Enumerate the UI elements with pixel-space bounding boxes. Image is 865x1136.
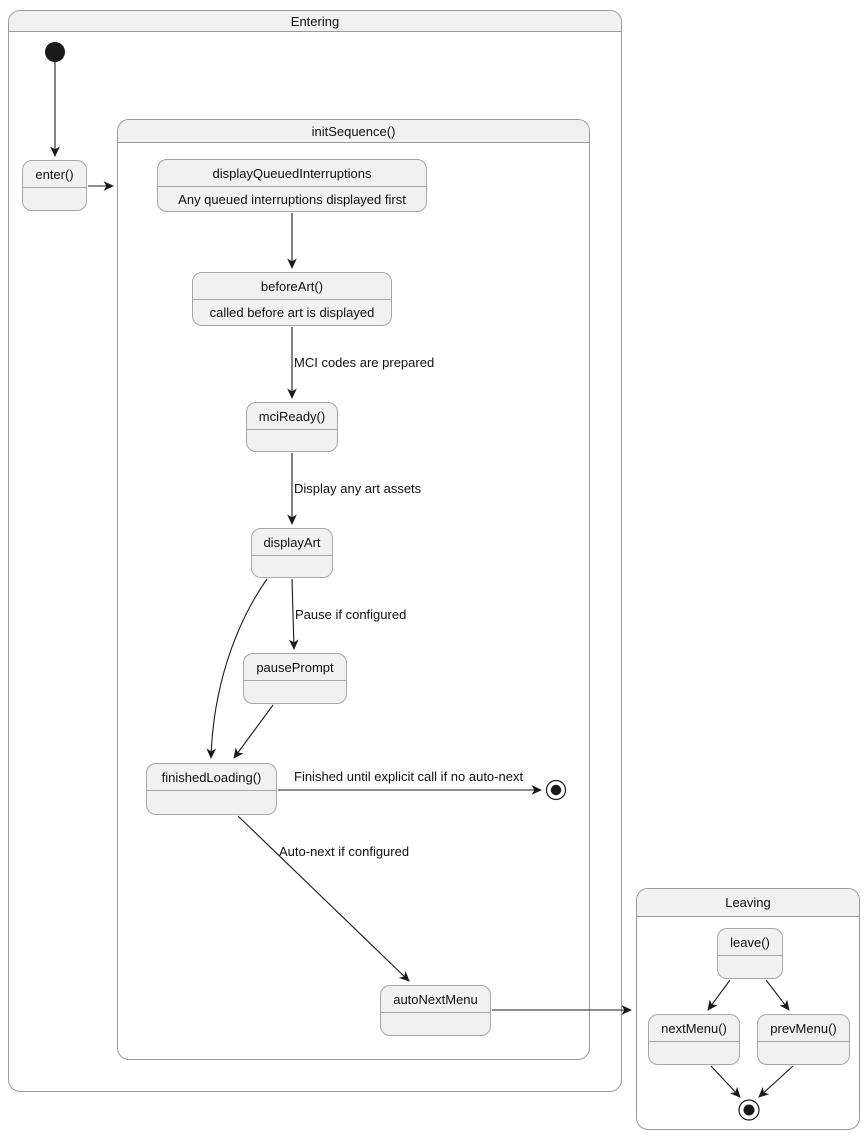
composite-title-leaving xyxy=(637,889,859,917)
state-body xyxy=(381,1013,490,1035)
state-enter xyxy=(22,160,87,211)
state-body xyxy=(244,681,346,703)
state-body xyxy=(147,791,276,814)
state-title: prevMenu() xyxy=(758,1015,849,1042)
state-pause-prompt xyxy=(243,653,347,704)
state-body: called before art is displayed xyxy=(209,305,375,320)
state-body xyxy=(23,188,86,210)
transition-label-auto-next: Auto-next if configured xyxy=(279,844,410,859)
state-body: Any queued interruptions displayed first xyxy=(178,191,406,207)
transition-label-display-assets: Display any art assets xyxy=(294,481,422,496)
state-display-art xyxy=(251,528,333,578)
state-title: mciReady() xyxy=(247,403,337,430)
composite-title-entering xyxy=(9,11,621,32)
state-body xyxy=(247,430,337,451)
transition-label-finished-until: Finished until explicit call if no auto-next xyxy=(294,769,524,784)
composite-title-init-sequence xyxy=(118,120,589,143)
state-title: leave() xyxy=(718,929,782,956)
transition-label-mci-codes: MCI codes are prepared xyxy=(294,355,435,370)
state-before-art xyxy=(192,272,392,326)
state-display-queued-interruptions xyxy=(157,159,427,212)
state-body xyxy=(718,956,782,978)
state-auto-next-menu xyxy=(380,985,491,1036)
state-title: autoNextMenu xyxy=(381,986,490,1013)
composite-state-init-sequence xyxy=(117,119,590,1060)
transition-label-pause: Pause if configured xyxy=(295,607,407,622)
composite-label: Entering xyxy=(290,13,340,29)
composite-label: Leaving xyxy=(725,895,771,910)
state-title: enter() xyxy=(23,161,86,188)
state-leave xyxy=(717,928,783,979)
state-body xyxy=(758,1042,849,1064)
state-next-menu xyxy=(648,1014,740,1065)
state-title: pausePrompt xyxy=(244,654,346,681)
state-body xyxy=(649,1042,739,1064)
composite-state-leaving xyxy=(636,888,860,1130)
state-title: nextMenu() xyxy=(649,1015,739,1042)
state-title: displayArt xyxy=(252,529,332,556)
state-finished-loading xyxy=(146,763,277,815)
composite-label: initSequence() xyxy=(311,123,396,139)
state-prev-menu xyxy=(757,1014,850,1065)
state-mci-ready xyxy=(246,402,338,452)
state-title: beforeArt() xyxy=(193,273,391,300)
state-title: displayQueuedInterruptions xyxy=(158,160,426,187)
state-body xyxy=(252,556,332,577)
state-title: finishedLoading() xyxy=(147,764,276,791)
